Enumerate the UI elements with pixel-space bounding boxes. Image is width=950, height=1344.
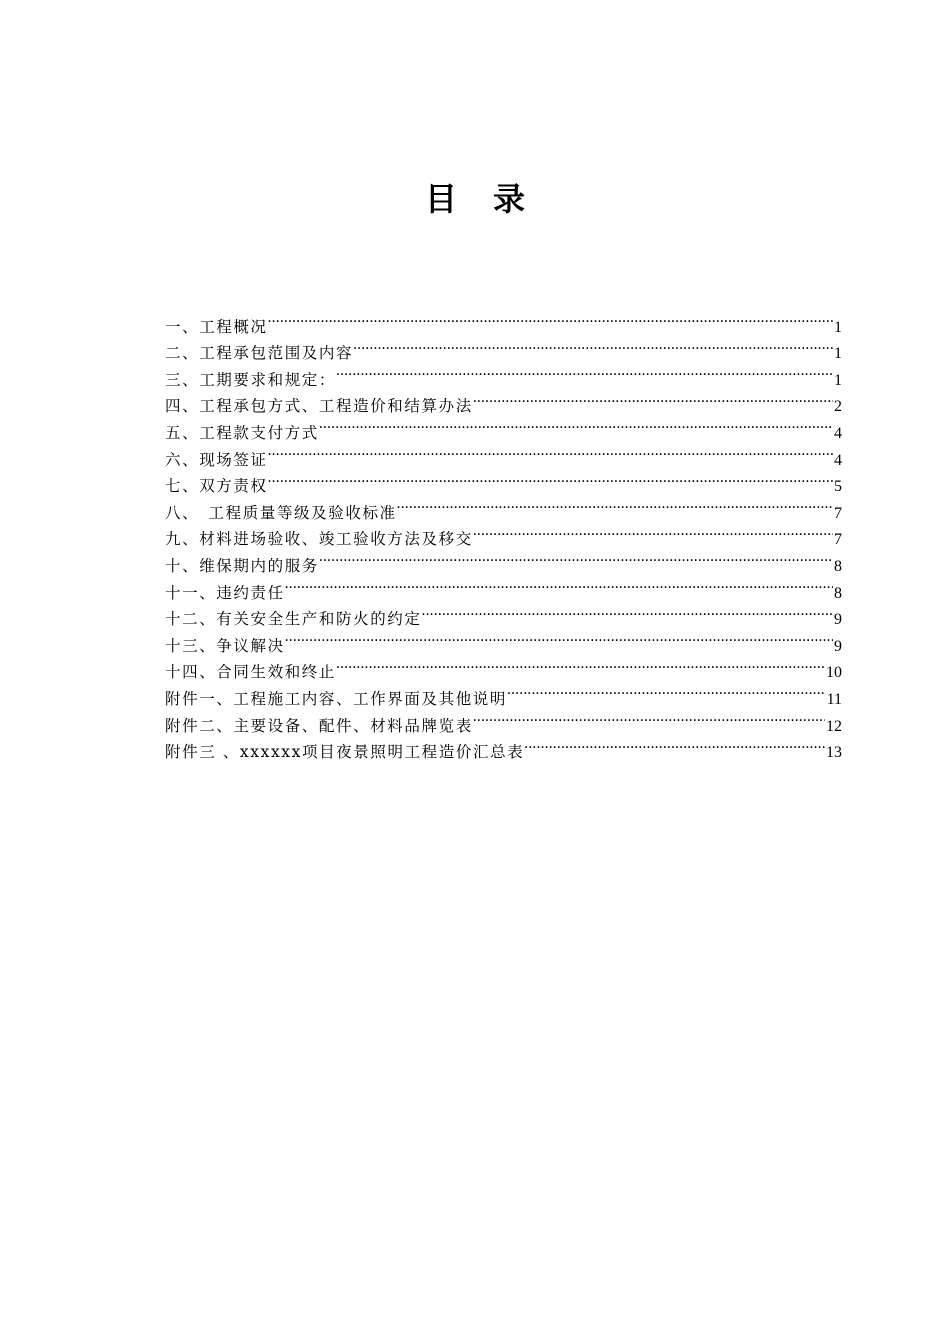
toc-dot-leader — [268, 465, 833, 492]
toc-item-label: 七、双方责权 — [165, 477, 268, 496]
toc-dot-leader — [353, 332, 833, 359]
toc-item-label: 五、工程款支付方式 — [165, 423, 319, 442]
toc-item-label: 二、工程承包范围及内容 — [165, 344, 354, 363]
toc-dot-leader — [524, 731, 825, 758]
toc-item-label: 八、 工程质量等级及验收标准 — [165, 503, 397, 522]
toc-item-label: 十一、违约责任 — [165, 583, 285, 602]
toc-dot-leader — [268, 305, 833, 332]
toc-item-page: 9 — [834, 637, 842, 655]
toc-dot-leader — [319, 544, 833, 571]
toc-item-label: 附件三 、xxxxxx项目夜景照明工程造价汇总表 — [165, 743, 525, 762]
toc-item-page: 1 — [834, 318, 842, 336]
toc-item-1[interactable] — [165, 305, 842, 336]
toc-item-label: 十二、有关安全生产和防火的约定 — [165, 610, 422, 629]
toc-dot-leader — [268, 438, 833, 465]
toc-dot-leader — [285, 571, 833, 598]
toc-item-page: 8 — [834, 557, 842, 575]
toc-item-label: 十三、争议解决 — [165, 636, 285, 655]
toc-item-label: 三、工期要求和规定： — [165, 370, 337, 389]
toc-dot-leader — [336, 651, 825, 678]
toc-item-label: 十、维保期内的服务 — [165, 556, 319, 575]
page-title — [0, 175, 950, 223]
toc-item-page: 10 — [826, 664, 842, 682]
toc-item-label: 十四、合同生效和终止 — [165, 663, 337, 682]
toc-item-label: 六、现场签证 — [165, 450, 268, 469]
toc-item-page: 7 — [834, 504, 842, 522]
toc-item-label: 附件一、工程施工内容、工作界面及其他说明 — [165, 689, 508, 708]
toc-dot-leader — [319, 411, 833, 438]
table-of-contents — [165, 305, 842, 762]
toc-item-page: 11 — [826, 690, 842, 708]
toc-item-label: 一、工程概况 — [165, 317, 268, 336]
toc-item-page: 5 — [834, 478, 842, 496]
toc-item-page: 1 — [834, 371, 842, 389]
toc-item-label: 四、工程承包方式、工程造价和结算办法 — [165, 397, 473, 416]
toc-item-page: 12 — [826, 717, 842, 735]
toc-item-page: 8 — [834, 584, 842, 602]
page-title-char-2: 录 — [493, 180, 526, 219]
page-title-char-1: 目 — [424, 180, 457, 219]
toc-item-page: 1 — [834, 345, 842, 363]
toc-item-page: 4 — [834, 424, 842, 442]
toc-item-page: 2 — [834, 398, 842, 416]
toc-dot-leader — [397, 491, 833, 518]
toc-item-page: 7 — [834, 531, 842, 549]
toc-item-page: 4 — [834, 451, 842, 469]
toc-dot-leader — [336, 358, 833, 385]
toc-dot-leader — [473, 385, 833, 412]
toc-dot-leader — [507, 677, 826, 704]
toc-dot-leader — [422, 598, 833, 625]
toc-dot-leader — [285, 624, 833, 651]
toc-item-page: 9 — [834, 611, 842, 629]
toc-item-page: 13 — [826, 744, 842, 762]
toc-dot-leader — [473, 518, 833, 545]
toc-dot-leader — [473, 704, 825, 731]
toc-item-label: 附件二、主要设备、配件、材料品牌览表 — [165, 716, 473, 735]
toc-item-label: 九、材料进场验收、竣工验收方法及移交 — [165, 530, 473, 549]
